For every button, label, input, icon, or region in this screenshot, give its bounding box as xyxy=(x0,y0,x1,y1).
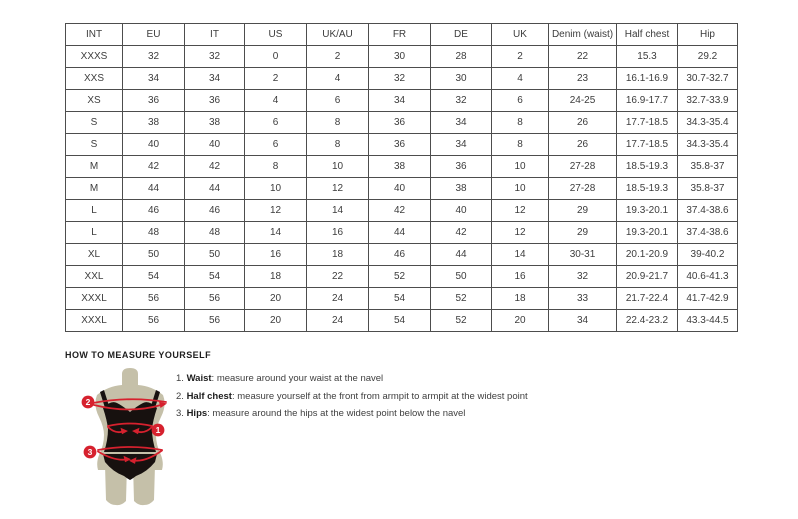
step-text: : measure yourself at the front from armpit to armpit at the widest point xyxy=(231,390,528,402)
table-cell: 30 xyxy=(369,46,431,68)
column-header: Denim (waist) xyxy=(549,24,617,46)
table-body xyxy=(66,46,738,332)
table-cell: 30-31 xyxy=(549,244,617,266)
table-cell: 44 xyxy=(431,244,492,266)
table-cell: 34 xyxy=(369,90,431,112)
table-cell: 18.5-19.3 xyxy=(617,156,678,178)
table-row xyxy=(66,244,738,266)
table-cell: 54 xyxy=(369,310,431,332)
table-cell: 46 xyxy=(185,200,245,222)
measure-step xyxy=(176,391,528,403)
column-header: UK xyxy=(492,24,549,46)
step-number: 1. xyxy=(176,373,187,384)
table-cell: 6 xyxy=(492,90,549,112)
table-cell: 43.3-44.5 xyxy=(678,310,738,332)
table-cell: 2 xyxy=(307,46,369,68)
step-number: 2. xyxy=(176,390,187,402)
table-cell: 20.1-20.9 xyxy=(617,244,678,266)
table-cell: 36 xyxy=(123,90,185,112)
table-cell: 16 xyxy=(245,244,307,266)
table-row xyxy=(66,46,738,68)
waist-badge-number: 1 xyxy=(155,425,161,435)
table-row xyxy=(66,266,738,288)
table-cell: 6 xyxy=(245,134,307,156)
table-cell: 8 xyxy=(492,134,549,156)
table-cell: 37.4-38.6 xyxy=(678,200,738,222)
table-cell: 14 xyxy=(245,222,307,244)
table-cell: 14 xyxy=(307,200,369,222)
table-cell: 40.6-41.3 xyxy=(678,266,738,288)
table-row xyxy=(66,222,738,244)
table-cell: 12 xyxy=(492,200,549,222)
table-cell: 36 xyxy=(431,156,492,178)
table-cell: 56 xyxy=(185,288,245,310)
table-row xyxy=(66,112,738,134)
column-header: FR xyxy=(369,24,431,46)
table-cell: 2 xyxy=(492,46,549,68)
table-cell: 40 xyxy=(431,200,492,222)
column-header: Half chest xyxy=(617,24,678,46)
table-cell: 4 xyxy=(307,68,369,90)
table-row xyxy=(66,156,738,178)
table-cell: 36 xyxy=(369,112,431,134)
table-cell: 48 xyxy=(185,222,245,244)
table-cell: 32 xyxy=(185,46,245,68)
table-cell: 33 xyxy=(549,288,617,310)
table-cell: 56 xyxy=(185,310,245,332)
table-cell: 52 xyxy=(431,310,492,332)
table-cell: 8 xyxy=(307,134,369,156)
column-header: EU xyxy=(123,24,185,46)
measure-guide-title: HOW TO MEASURE YOURSELF xyxy=(65,350,212,360)
table-row xyxy=(66,68,738,90)
table-cell: 22.4-23.2 xyxy=(617,310,678,332)
waist-badge xyxy=(152,424,165,437)
table-cell: 10 xyxy=(492,178,549,200)
table-cell: 38 xyxy=(431,178,492,200)
column-header: INT xyxy=(66,24,123,46)
step-term: Half chest xyxy=(186,390,232,402)
table-cell: 8 xyxy=(492,112,549,134)
table-cell: 38 xyxy=(369,156,431,178)
table-cell: 24-25 xyxy=(549,90,617,112)
table-cell: 40 xyxy=(369,178,431,200)
table-cell: XS xyxy=(66,90,123,112)
table-cell: 18 xyxy=(492,288,549,310)
table-cell: 50 xyxy=(185,244,245,266)
table-cell: 20 xyxy=(245,288,307,310)
table-cell: 32 xyxy=(369,68,431,90)
table-cell: XXL xyxy=(66,266,123,288)
table-cell: 46 xyxy=(123,200,185,222)
chest-badge xyxy=(82,396,95,409)
table-cell: 19.3-20.1 xyxy=(617,200,678,222)
table-cell: 36 xyxy=(369,134,431,156)
table-cell: 40 xyxy=(123,134,185,156)
table-row xyxy=(66,200,738,222)
table-cell: 23 xyxy=(549,68,617,90)
table-cell: XXXL xyxy=(66,288,123,310)
table-cell: 28 xyxy=(431,46,492,68)
table-cell: 6 xyxy=(245,112,307,134)
table-cell: XL xyxy=(66,244,123,266)
table-cell: 34 xyxy=(123,68,185,90)
hips-badge-number: 3 xyxy=(87,447,93,457)
table-cell: 34 xyxy=(185,68,245,90)
table-cell: 50 xyxy=(123,244,185,266)
table-cell: 54 xyxy=(123,266,185,288)
table-cell: 32 xyxy=(431,90,492,112)
table-cell: 27-28 xyxy=(549,178,617,200)
column-header: DE xyxy=(431,24,492,46)
table-cell: S xyxy=(66,134,123,156)
table-cell: 26 xyxy=(549,134,617,156)
table-cell: M xyxy=(66,178,123,200)
table-cell: 48 xyxy=(123,222,185,244)
mannequin-neck xyxy=(122,368,138,386)
table-cell: XXXS xyxy=(66,46,123,68)
table-cell: L xyxy=(66,222,123,244)
header-row xyxy=(66,24,738,46)
table-cell: 16.1-16.9 xyxy=(617,68,678,90)
step-text: : measure around your waist at the navel xyxy=(211,373,384,384)
table-row xyxy=(66,310,738,332)
table-cell: 36 xyxy=(185,90,245,112)
table-cell: 4 xyxy=(245,90,307,112)
table-cell: 12 xyxy=(307,178,369,200)
table-cell: 32.7-33.9 xyxy=(678,90,738,112)
chest-badge-number: 2 xyxy=(85,397,91,407)
table-cell: 12 xyxy=(492,222,549,244)
table-cell: 26 xyxy=(549,112,617,134)
column-header: Hip xyxy=(678,24,738,46)
table-cell: 32 xyxy=(123,46,185,68)
table-cell: 10 xyxy=(492,156,549,178)
table-cell: 16 xyxy=(492,266,549,288)
hips-badge xyxy=(84,446,97,459)
table-cell: S xyxy=(66,112,123,134)
table-cell: 21.7-22.4 xyxy=(617,288,678,310)
column-header: US xyxy=(245,24,307,46)
table-cell: 27-28 xyxy=(549,156,617,178)
table-cell: 20 xyxy=(492,310,549,332)
table-row xyxy=(66,178,738,200)
table-cell: 30 xyxy=(431,68,492,90)
table-cell: 34 xyxy=(431,134,492,156)
table-cell: 35.8-37 xyxy=(678,178,738,200)
table-cell: 44 xyxy=(369,222,431,244)
table-cell: 52 xyxy=(431,288,492,310)
table-cell: 42 xyxy=(369,200,431,222)
table-cell: XXXL xyxy=(66,310,123,332)
table-cell: 44 xyxy=(123,178,185,200)
table-cell: 4 xyxy=(492,68,549,90)
measure-steps xyxy=(176,373,528,426)
table-cell: 29 xyxy=(549,222,617,244)
table-cell: 24 xyxy=(307,288,369,310)
table-cell: 8 xyxy=(245,156,307,178)
table-row xyxy=(66,90,738,112)
table-row xyxy=(66,288,738,310)
table-cell: 30.7-32.7 xyxy=(678,68,738,90)
table-cell: 2 xyxy=(245,68,307,90)
table-cell: 54 xyxy=(369,288,431,310)
step-term: Waist xyxy=(186,373,212,384)
table-cell: 37.4-38.6 xyxy=(678,222,738,244)
table-cell: 56 xyxy=(123,310,185,332)
table-cell: 34.3-35.4 xyxy=(678,112,738,134)
table-cell: 6 xyxy=(307,90,369,112)
table-cell: 32 xyxy=(549,266,617,288)
table-cell: 54 xyxy=(185,266,245,288)
table-cell: 56 xyxy=(123,288,185,310)
table-cell: 29.2 xyxy=(678,46,738,68)
table-cell: 10 xyxy=(307,156,369,178)
table-cell: 35.8-37 xyxy=(678,156,738,178)
table-cell: 0 xyxy=(245,46,307,68)
table-cell: 42 xyxy=(431,222,492,244)
table-cell: 50 xyxy=(431,266,492,288)
table-cell: M xyxy=(66,156,123,178)
table-cell: 15.3 xyxy=(617,46,678,68)
column-header: UK/AU xyxy=(307,24,369,46)
table-cell: 22 xyxy=(307,266,369,288)
table-cell: 19.3-20.1 xyxy=(617,222,678,244)
table-cell: 16.9-17.7 xyxy=(617,90,678,112)
table-cell: 17.7-18.5 xyxy=(617,134,678,156)
table-cell: XXS xyxy=(66,68,123,90)
table-cell: 42 xyxy=(123,156,185,178)
table-cell: 8 xyxy=(307,112,369,134)
size-table-container xyxy=(65,23,737,332)
table-cell: 34 xyxy=(549,310,617,332)
size-table xyxy=(65,23,738,332)
table-cell: 10 xyxy=(245,178,307,200)
step-text: : measure around the hips at the widest point below the navel xyxy=(207,408,466,419)
table-cell: 39-40.2 xyxy=(678,244,738,266)
step-term: Hips xyxy=(186,408,208,419)
measure-step xyxy=(176,408,528,420)
table-cell: 52 xyxy=(369,266,431,288)
table-cell: 34.3-35.4 xyxy=(678,134,738,156)
table-cell: 14 xyxy=(492,244,549,266)
measure-step xyxy=(176,373,528,385)
table-cell: 42 xyxy=(185,156,245,178)
table-cell: 40 xyxy=(185,134,245,156)
table-cell: 44 xyxy=(185,178,245,200)
table-cell: L xyxy=(66,200,123,222)
measurement-figure-illustration xyxy=(70,365,190,510)
table-cell: 41.7-42.9 xyxy=(678,288,738,310)
table-cell: 34 xyxy=(431,112,492,134)
table-head xyxy=(66,24,738,46)
table-cell: 18.5-19.3 xyxy=(617,178,678,200)
column-header: IT xyxy=(185,24,245,46)
table-cell: 17.7-18.5 xyxy=(617,112,678,134)
table-cell: 20 xyxy=(245,310,307,332)
table-cell: 29 xyxy=(549,200,617,222)
table-cell: 38 xyxy=(123,112,185,134)
table-cell: 46 xyxy=(369,244,431,266)
table-row xyxy=(66,134,738,156)
table-cell: 38 xyxy=(185,112,245,134)
table-cell: 22 xyxy=(549,46,617,68)
table-cell: 20.9-21.7 xyxy=(617,266,678,288)
table-cell: 18 xyxy=(245,266,307,288)
table-cell: 16 xyxy=(307,222,369,244)
table-cell: 18 xyxy=(307,244,369,266)
table-cell: 12 xyxy=(245,200,307,222)
table-cell: 24 xyxy=(307,310,369,332)
step-number: 3. xyxy=(176,408,187,419)
